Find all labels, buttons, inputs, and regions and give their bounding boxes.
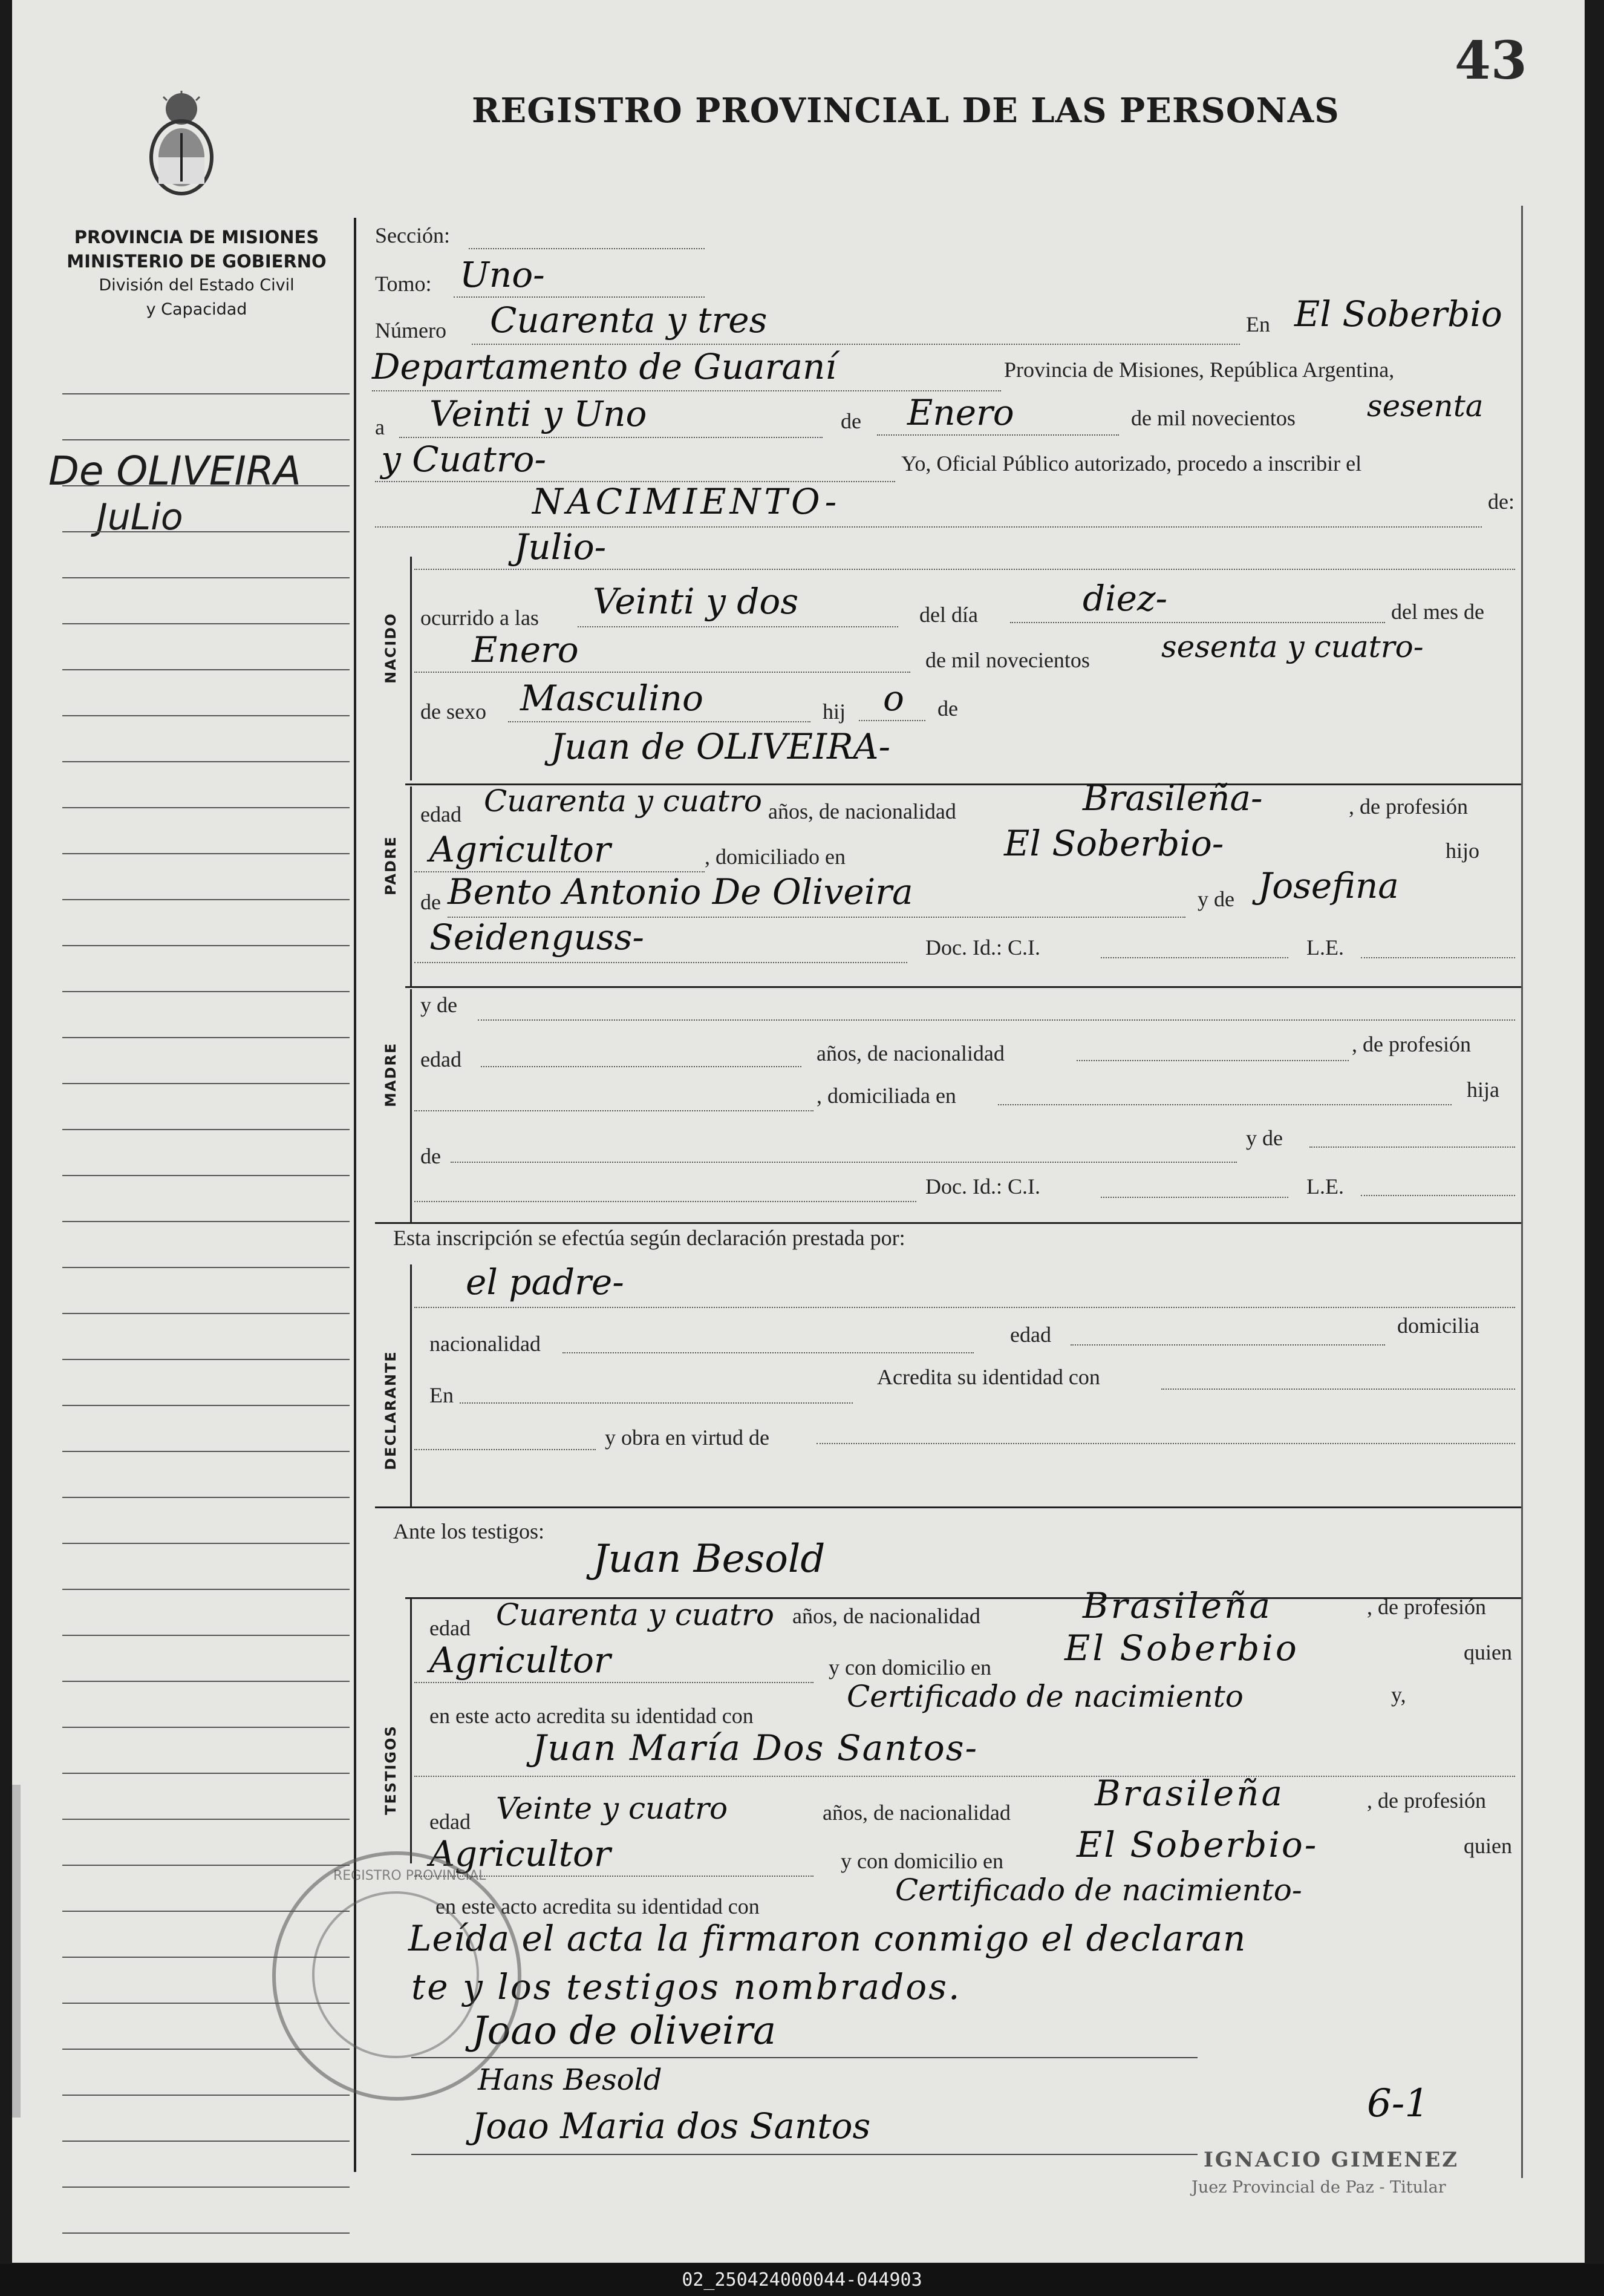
nombre-line	[414, 569, 1515, 570]
signature-testigo1: Hans Besold	[478, 2063, 662, 2097]
margin-rule-line	[62, 1819, 350, 1820]
ci-padre-line	[1101, 957, 1288, 958]
side-label-madre: MADRE	[382, 1042, 399, 1107]
label-tomo: Tomo:	[375, 272, 432, 296]
official-seal	[272, 1851, 521, 2101]
coat-of-arms-icon	[145, 91, 218, 200]
margin-rule-line	[62, 577, 350, 578]
issuer-division: División del Estado Civil	[99, 276, 295, 295]
margin-rule-line	[62, 2232, 350, 2234]
mes-nac-line	[414, 672, 910, 673]
label-doc-id-madre: Doc. Id.: C.I.	[925, 1174, 1040, 1199]
issuer-block	[57, 225, 336, 322]
departamento-line	[372, 390, 1001, 391]
value-sexo: Masculino	[520, 678, 703, 719]
margin-rule-line	[62, 439, 350, 440]
label-de: de	[841, 409, 861, 433]
label-anos-nac-t2: años, de nacionalidad	[823, 1800, 1011, 1825]
label-de-colon: de:	[1488, 489, 1514, 514]
hora-line	[578, 626, 898, 627]
label-domicilia: domicilia	[1397, 1313, 1479, 1338]
label-yo: Yo, Oficial Público autorizado, procedo a inscribir el	[901, 451, 1362, 476]
side-label-padre: PADRE	[382, 836, 399, 895]
signature-line-2	[411, 2154, 1198, 2155]
value-anio-a: sesenta	[1367, 388, 1484, 424]
label-edad-t1: edad	[429, 1616, 471, 1640]
label-de-prof-madre: , de profesión	[1352, 1032, 1471, 1056]
margin-rule-line	[62, 1681, 350, 1682]
margin-rule-line	[62, 1635, 350, 1636]
value-dia: Veinti y Uno	[429, 393, 647, 434]
seccion-line	[469, 248, 705, 249]
value-padre-nac: Brasileña-	[1083, 777, 1263, 819]
label-y-comma: y,	[1391, 1683, 1406, 1707]
margin-rule-line	[62, 1083, 350, 1084]
label-ocurrido: ocurrido a las	[420, 606, 539, 630]
signature-declarante: Joao de oliveira	[472, 2009, 777, 2053]
label-a: a	[375, 415, 385, 439]
margin-rule-line	[62, 531, 350, 532]
t1-prof-line	[414, 1682, 813, 1683]
value-t1-dom: El Soberbio	[1064, 1627, 1299, 1669]
label-provincia: Provincia de Misiones, República Argentina,	[1004, 358, 1395, 382]
label-en-decl: En	[429, 1383, 454, 1407]
side-label-declarante: DECLARANTE	[382, 1350, 399, 1470]
margin-rule-line	[62, 2095, 350, 2096]
margin-rule-line	[62, 1727, 350, 1728]
madre-nombre-line	[478, 1019, 1515, 1021]
value-abuela-b: Seidenguss-	[429, 917, 645, 958]
label-de-madre: de	[420, 1144, 441, 1168]
le-madre-line	[1361, 1195, 1515, 1196]
label-y-con-dom-t1: y con domicilio en	[829, 1655, 991, 1679]
value-testigo1: Juan Besold	[593, 1537, 826, 1581]
mes-line	[877, 434, 1119, 436]
le-padre-line	[1361, 957, 1515, 958]
margin-rule-line	[62, 393, 350, 394]
margin-rule-line	[62, 761, 350, 762]
label-de-prof: , de profesión	[1349, 794, 1468, 819]
value-acto: NACIMIENTO-	[532, 481, 841, 522]
value-t1-doc: Certificado de nacimiento	[847, 1679, 1244, 1714]
value-abuelo: Bento Antonio De Oliveira	[448, 871, 913, 912]
label-y-de: y de	[1198, 887, 1234, 911]
value-padre-dom: El Soberbio-	[1004, 823, 1224, 864]
madre-edad-line	[481, 1066, 801, 1067]
label-en: En	[1246, 312, 1270, 336]
margin-rule-line	[62, 1129, 350, 1130]
testigos-divider	[410, 1597, 412, 1863]
label-acredita: Acredita su identidad con	[877, 1365, 1100, 1389]
decl-en-line	[460, 1402, 853, 1404]
madre-madre-line	[1309, 1146, 1515, 1148]
ci-madre-line	[1101, 1197, 1288, 1198]
value-testigo2: Juan María Dos Santos-	[532, 1727, 979, 1768]
sexo-line	[508, 721, 810, 722]
margin-surname: De OLIVEIRA	[48, 448, 301, 494]
label-anos-nac-t1: años, de nacionalidad	[792, 1604, 980, 1628]
madre-prof-line	[414, 1110, 813, 1111]
label-de-abuelo: de	[420, 890, 441, 914]
separator-declarante	[375, 1506, 1521, 1508]
value-tomo: Uno-	[460, 254, 545, 295]
dia-line	[399, 437, 823, 438]
margin-rule-line	[62, 807, 350, 808]
margin-rule-line	[62, 1451, 350, 1452]
margin-rule-line	[62, 1037, 350, 1038]
page-title: REGISTRO PROVINCIAL DE LAS PERSONAS	[472, 91, 1340, 131]
seal-inner-ring	[312, 1891, 479, 2058]
margin-rule-line	[62, 899, 350, 900]
label-en-este-t1: en este acto acredita su identidad con	[429, 1704, 754, 1728]
madre-divider	[410, 989, 412, 1222]
testigo2-line	[414, 1776, 1515, 1777]
margin-rule-line	[62, 485, 350, 486]
label-domiciliado: , domiciliado en	[705, 845, 846, 869]
value-hora: Veinti y dos	[593, 581, 799, 622]
label-quien-t2: quien	[1464, 1834, 1512, 1858]
label-del-dia: del día	[919, 603, 978, 627]
document-page	[12, 0, 1585, 2263]
padre-divider	[410, 787, 412, 986]
label-anos-nac-madre: años, de nacionalidad	[817, 1041, 1005, 1065]
label-de-sexo: de sexo	[420, 699, 486, 724]
issuer-ministry: MINISTERIO DE GOBIERNO	[67, 251, 327, 272]
value-departamento: Departamento de Guaraní	[372, 346, 836, 387]
madre-padres-line	[451, 1162, 1237, 1163]
label-ante: Ante los testigos:	[393, 1519, 544, 1543]
margin-rule-line	[62, 1589, 350, 1590]
label-de-2: de	[937, 696, 958, 721]
margin-rule-line	[62, 1267, 350, 1268]
value-t2-edad: Veinte y cuatro	[496, 1791, 728, 1826]
label-y-de-madre: y de	[420, 993, 457, 1017]
declarante-divider	[410, 1264, 412, 1506]
side-label-testigos: TESTIGOS	[382, 1725, 399, 1815]
label-hijo: hijo	[1446, 839, 1480, 863]
value-numero: Cuarenta y tres	[490, 299, 768, 341]
value-mes-nac: Enero	[472, 629, 579, 670]
abuela-b-line	[414, 962, 907, 963]
value-t2-nac: Brasileña	[1095, 1773, 1285, 1814]
page-number: 43	[1455, 30, 1527, 91]
decl-obra-line	[817, 1443, 1515, 1444]
label-mil-novecientos: de mil novecientos	[1131, 406, 1296, 430]
margin-rule-line	[62, 1359, 350, 1360]
label-hij: hij	[823, 699, 846, 724]
separator-padre	[405, 986, 1521, 988]
margin-given-name: JuLio	[97, 496, 183, 538]
margin-rule-line	[62, 991, 350, 992]
margin-rule-line	[62, 623, 350, 624]
value-padre: Juan de OLIVEIRA-	[550, 726, 891, 767]
label-edad-decl: edad	[1010, 1323, 1051, 1347]
label-numero: Número	[375, 318, 446, 342]
label-edad-t2: edad	[429, 1810, 471, 1834]
issuer-capacity: y Capacidad	[146, 300, 247, 319]
issuer-province: PROVINCIA DE MISIONES	[74, 227, 319, 247]
label-edad-padre: edad	[420, 802, 461, 826]
value-padre-prof: Agricultor	[429, 829, 611, 870]
label-doc-id-padre: Doc. Id.: C.I.	[925, 935, 1040, 960]
label-hija: hija	[1467, 1078, 1499, 1102]
judge-name: IGNACIO GIMENEZ	[1204, 2148, 1459, 2172]
margin-rule-line	[62, 2141, 350, 2142]
margin-rule-line	[62, 1405, 350, 1406]
value-cierre-1: Leída el acta la firmaron conmigo el declaran	[408, 1918, 1247, 1959]
margin-rule-line	[62, 1543, 350, 1544]
label-esta-inscripcion: Esta inscripción se efectúa según declaración prestada por:	[393, 1226, 905, 1250]
label-obra: y obra en virtud de	[605, 1425, 769, 1450]
right-border	[1521, 206, 1523, 2178]
label-de-prof-t2: , de profesión	[1367, 1788, 1486, 1813]
madre-dom-line	[998, 1104, 1452, 1105]
value-t1-prof: Agricultor	[429, 1640, 611, 1681]
label-le-padre: L.E.	[1306, 935, 1344, 960]
label-anos-nac: años, de nacionalidad	[768, 799, 956, 823]
value-dia-nac: diez-	[1083, 578, 1168, 619]
label-domiciliada: , domiciliada en	[817, 1084, 956, 1108]
label-mil-nov-2: de mil novecientos	[925, 648, 1090, 672]
label-edad-madre: edad	[420, 1047, 461, 1071]
label-le-madre: L.E.	[1306, 1174, 1344, 1199]
value-hijo-letra: o	[883, 678, 904, 719]
separator-madre	[375, 1222, 1521, 1224]
value-t2-dom: El Soberbio-	[1077, 1824, 1319, 1865]
value-t1-nac: Brasileña	[1083, 1585, 1273, 1626]
value-anio-nac: sesenta y cuatro-	[1161, 629, 1424, 664]
nacido-divider	[410, 557, 412, 780]
label-y-con-dom-t2: y con domicilio en	[841, 1849, 1003, 1873]
value-cierre-2: te y los testigos nombrados.	[411, 1966, 962, 2007]
seal-text: REGISTRO PROVINCIAL	[333, 1868, 486, 1883]
label-nacionalidad-decl: nacionalidad	[429, 1332, 541, 1356]
margin-rule-line	[62, 945, 350, 946]
margin-rule-line	[62, 715, 350, 716]
value-abuela-a: Josefina	[1258, 865, 1399, 906]
margin-rule-line	[62, 1773, 350, 1774]
value-t1-edad: Cuarenta y cuatro	[496, 1597, 775, 1632]
value-nombre: Julio-	[514, 526, 607, 567]
value-padre-edad: Cuarenta y cuatro	[484, 783, 763, 819]
decl-edad-line	[1071, 1344, 1385, 1346]
side-label-nacido: NACIDO	[382, 612, 399, 684]
madre-nac-line	[1077, 1060, 1349, 1061]
label-seccion: Sección:	[375, 223, 450, 247]
margin-rule-line	[62, 1221, 350, 1222]
margin-rule-line	[62, 669, 350, 670]
decl-nac-line	[562, 1352, 974, 1353]
margin-rule-line	[62, 1175, 350, 1176]
margin-rule-line	[62, 2186, 350, 2188]
value-anio-b: y Cuatro-	[381, 439, 547, 480]
margin-rule-line	[62, 853, 350, 854]
decl-acredita-line	[1161, 1388, 1515, 1390]
hij-line	[859, 720, 925, 721]
value-t2-doc: Certificado de nacimiento-	[895, 1872, 1302, 1908]
label-y-de-madre-2: y de	[1246, 1126, 1283, 1150]
value-declarante: el padre-	[466, 1261, 624, 1303]
margin-rule-line	[62, 1313, 350, 1314]
value-mes: Enero	[907, 392, 1014, 433]
dia-nac-line	[1010, 622, 1385, 623]
value-t2-prof: Agricultor	[429, 1833, 611, 1874]
signature-line-1	[411, 2057, 1198, 2058]
binding-edge	[12, 1785, 21, 2118]
label-de-prof-t1: , de profesión	[1367, 1595, 1486, 1619]
label-del-mes: del mes de	[1391, 600, 1484, 624]
margin-rule-line	[62, 1865, 350, 1866]
judge-title: Juez Provincial de Paz - Titular	[1192, 2178, 1446, 2197]
tomo-line	[454, 296, 705, 298]
signature-oficial: 6-1	[1367, 2081, 1430, 2126]
numero-line	[472, 344, 1240, 345]
margin-rule-line	[62, 1497, 350, 1498]
value-en: El Soberbio	[1294, 293, 1502, 335]
madre-extra-line	[414, 1201, 916, 1202]
decl-extra-line	[414, 1449, 596, 1450]
scan-id-footer: 02_250424000044-044903	[0, 2264, 1604, 2296]
label-quien-t1: quien	[1464, 1640, 1512, 1664]
label-en-este-t2: en este acto acredita su identidad con	[435, 1894, 760, 1918]
signature-testigo2: Joao Maria dos Santos	[472, 2105, 871, 2147]
declarante-line	[414, 1307, 1515, 1308]
